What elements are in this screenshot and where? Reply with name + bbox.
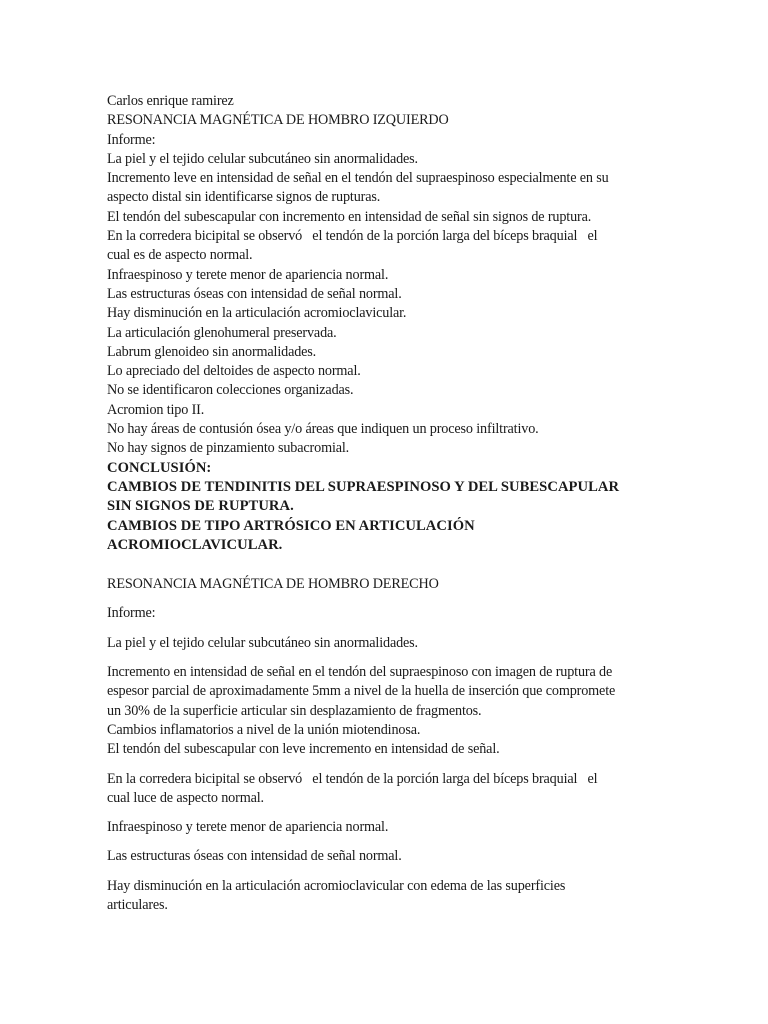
- left-line: Hay disminución en la articulación acromioclavicular.: [107, 305, 407, 322]
- right-line: cual luce de aspecto normal.: [107, 789, 264, 806]
- right-informe-label: Informe:: [107, 605, 156, 622]
- right-line: Infraespinoso y terete menor de apariencia normal.: [107, 819, 389, 836]
- right-line: Incremento en intensidad de señal en el tendón del supraespinoso con imagen de ruptura de: [107, 664, 613, 681]
- left-line: Labrum glenoideo sin anormalidades.: [107, 343, 317, 360]
- left-line: La articulación glenohumeral preservada.: [107, 324, 337, 341]
- left-informe-label: Informe:: [107, 131, 156, 148]
- right-line: espesor parcial de aproximadamente 5mm a nivel de la huella de inserción que compromete: [107, 683, 616, 700]
- left-line: Incremento leve en intensidad de señal en el tendón del supraespinoso especialmente en su: [107, 170, 609, 187]
- conclusion-line: ACROMIOCLAVICULAR.: [107, 536, 283, 553]
- left-report-title: RESONANCIA MAGNÉTICA DE HOMBRO IZQUIERDO: [107, 112, 449, 129]
- left-line: aspecto distal sin identificarse signos de rupturas.: [107, 189, 381, 206]
- conclusion-line: CAMBIOS DE TENDINITIS DEL SUPRAESPINOSO Y DEL SUBESCAPULAR: [107, 478, 620, 495]
- report-text: [107, 92, 667, 915]
- right-line: En la corredera bicipital se observó el tendón de la porción larga del bíceps braquial el: [107, 770, 598, 787]
- left-line: No hay signos de pinzamiento subacromial.: [107, 440, 350, 457]
- left-line: Acromion tipo II.: [107, 401, 205, 418]
- left-line: La piel y el tejido celular subcutáneo sin anormalidades.: [107, 150, 418, 167]
- left-line: No hay áreas de contusión ósea y/o áreas que indiquen un proceso infiltrativo.: [107, 421, 539, 438]
- right-line: Hay disminución en la articulación acromioclavicular con edema de las superficies: [107, 877, 566, 894]
- right-line: articulares.: [107, 896, 168, 913]
- left-line: El tendón del subescapular con incremento en intensidad de señal sin signos de ruptura.: [107, 208, 592, 225]
- left-line: Lo apreciado del deltoides de aspecto normal.: [107, 363, 361, 380]
- right-line: El tendón del subescapular con leve incremento en intensidad de señal.: [107, 741, 500, 758]
- left-line: cual es de aspecto normal.: [107, 247, 253, 264]
- patient-name: Carlos enrique ramirez: [107, 93, 234, 109]
- right-line: Cambios inflamatorios a nivel de la unión miotendinosa.: [107, 721, 421, 738]
- left-line: En la corredera bicipital se observó el tendón de la porción larga del bíceps braquial el: [107, 228, 598, 245]
- left-line: Infraespinoso y terete menor de apariencia normal.: [107, 266, 389, 283]
- right-line: Las estructuras óseas con intensidad de señal normal.: [107, 848, 402, 865]
- right-line: un 30% de la superficie articular sin desplazamiento de fragmentos.: [107, 702, 482, 719]
- right-report-title: RESONANCIA MAGNÉTICA DE HOMBRO DERECHO: [107, 576, 439, 593]
- left-line: No se identificaron colecciones organizadas.: [107, 382, 354, 399]
- right-skin-line: La piel y el tejido celular subcutáneo sin anormalidades.: [107, 634, 418, 651]
- conclusion-label: CONCLUSIÓN:: [107, 459, 212, 476]
- conclusion-line: CAMBIOS DE TIPO ARTRÓSICO EN ARTICULACIÓN: [107, 517, 475, 534]
- conclusion-line: SIN SIGNOS DE RUPTURA.: [107, 498, 294, 515]
- left-line: Las estructuras óseas con intensidad de señal normal.: [107, 285, 402, 302]
